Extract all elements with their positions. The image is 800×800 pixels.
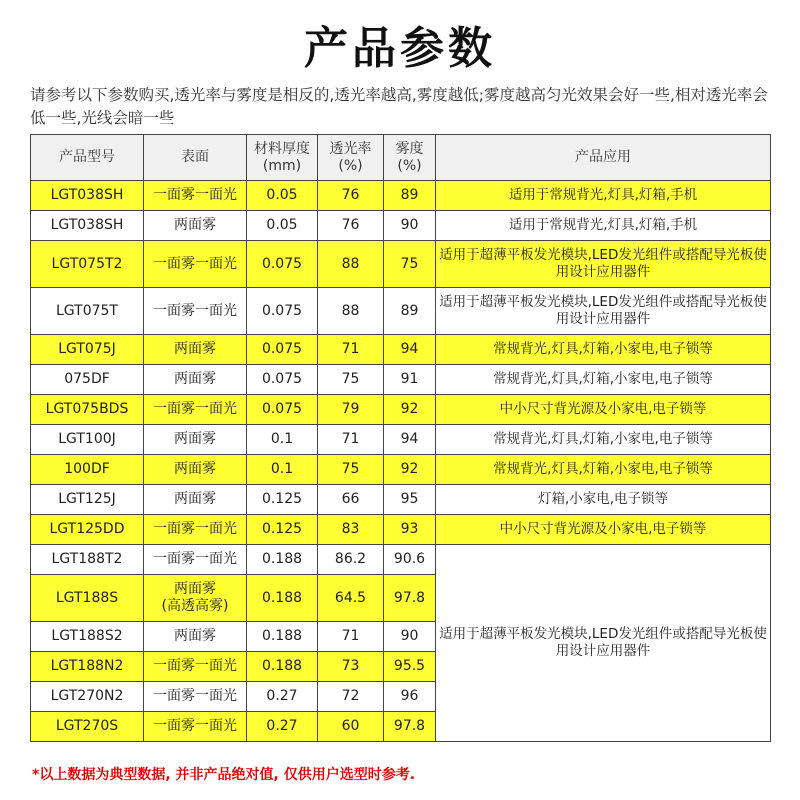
cell-haze: 92 [384,455,436,485]
cell-thickness: 0.05 [247,181,318,211]
cell-surface [144,455,247,485]
surface-line: 一面雾一面光 [153,401,237,417]
cell-transmittance: 73 [318,652,384,682]
cell-haze: 90.6 [384,545,436,575]
surface-line: 一面雾一面光 [153,255,237,272]
cell-model: LGT125J [31,485,144,515]
cell-haze: 95 [384,485,436,515]
cell-model: LGT038SH [31,211,144,241]
cell-thickness: 0.188 [247,622,318,652]
cell-thickness: 0.125 [247,515,318,545]
surface-line: 两面雾 [174,217,216,233]
cell-application: 适用于超薄平板发光模块,LED发光组件或搭配导光板使用设计应用器件 [436,288,771,335]
cell-haze: 97.8 [384,575,436,622]
surface-line: 两面雾 [174,581,216,597]
cell-surface [144,181,247,211]
cell-surface [144,712,247,742]
cell-model: LGT125DD [31,515,144,545]
cell-surface [144,335,247,365]
surface-line: 一面雾一面光 [153,302,237,319]
table-row [31,515,771,545]
cell-haze: 94 [384,335,436,365]
cell-model: LGT188S [31,575,144,622]
header-haze: 雾度 (%) [384,135,436,181]
table-row [31,288,771,335]
surface-line: 一面雾一面光 [153,658,237,674]
cell-thickness: 0.075 [247,241,318,288]
header-thickness: 材料厚度 (mm) [247,135,318,181]
surface-line: 两面雾 [174,341,216,357]
cell-model: 075DF [31,365,144,395]
cell-surface [144,288,247,335]
cell-surface [144,211,247,241]
cell-transmittance: 71 [318,425,384,455]
cell-transmittance: 86.2 [318,545,384,575]
cell-model: LGT075J [31,335,144,365]
cell-transmittance: 71 [318,622,384,652]
cell-surface [144,575,247,622]
cell-thickness: 0.075 [247,335,318,365]
cell-transmittance: 79 [318,395,384,425]
cell-thickness: 0.1 [247,455,318,485]
cell-model: LGT075T2 [31,241,144,288]
parameter-table [30,134,771,742]
cell-model: LGT075T [31,288,144,335]
cell-transmittance: 76 [318,211,384,241]
cell-haze: 91 [384,365,436,395]
cell-haze: 90 [384,211,436,241]
surface-line: 一面雾一面光 [153,187,237,203]
table-row [31,455,771,485]
cell-haze: 97.8 [384,712,436,742]
cell-application: 适用于常规背光,灯具,灯箱,手机 [436,211,771,241]
table-body [31,181,771,742]
cell-surface [144,395,247,425]
cell-transmittance: 64.5 [318,575,384,622]
intro-text: 请参考以下参数购买,透光率与雾度是相反的,透光率越高,雾度越低;雾度越高匀光效果会好一些,相对透光率会低一些,光线会暗一些 [30,86,768,127]
cell-haze: 95.5 [384,652,436,682]
cell-haze: 94 [384,425,436,455]
cell-surface [144,365,247,395]
cell-haze: 89 [384,181,436,211]
surface-line: 一面雾一面光 [153,718,237,734]
table-row [31,211,771,241]
cell-thickness: 0.125 [247,485,318,515]
cell-haze: 96 [384,682,436,712]
cell-application: 常规背光,灯具,灯箱,小家电,电子锁等 [436,335,771,365]
cell-transmittance: 71 [318,335,384,365]
cell-surface [144,622,247,652]
cell-transmittance: 83 [318,515,384,545]
surface-line: (高透高雾) [161,598,229,614]
disclaimer-note: *以上数据为典型数据, 并非产品绝对值, 仅供用户选型时参考. [32,767,416,783]
header-application: 产品应用 [436,135,771,181]
surface-line: 一面雾一面光 [153,521,237,537]
cell-model: LGT038SH [31,181,144,211]
cell-thickness: 0.188 [247,652,318,682]
cell-application: 中小尺寸背光源及小家电,电子锁等 [436,395,771,425]
cell-model: LGT188N2 [31,652,144,682]
cell-surface [144,485,247,515]
cell-transmittance: 72 [318,682,384,712]
cell-transmittance: 75 [318,455,384,485]
cell-application: 灯箱,小家电,电子锁等 [436,485,771,515]
cell-application: 适用于常规背光,灯具,灯箱,手机 [436,181,771,211]
cell-model: LGT188S2 [31,622,144,652]
cell-thickness: 0.188 [247,575,318,622]
cell-surface [144,682,247,712]
header-transmittance: 透光率 (%) [318,135,384,181]
table-row [31,241,771,288]
table-row [31,485,771,515]
table-row [31,365,771,395]
header-model: 产品型号 [31,135,144,181]
cell-surface [144,425,247,455]
cell-model: LGT270N2 [31,682,144,712]
cell-transmittance: 75 [318,365,384,395]
cell-surface [144,515,247,545]
cell-surface [144,652,247,682]
table-row [31,395,771,425]
cell-transmittance: 66 [318,485,384,515]
surface-line: 两面雾 [174,371,216,387]
cell-application: 常规背光,灯具,灯箱,小家电,电子锁等 [436,455,771,485]
cell-thickness: 0.075 [247,395,318,425]
cell-model: LGT188T2 [31,545,144,575]
cell-surface [144,241,247,288]
cell-thickness: 0.075 [247,288,318,335]
cell-haze: 90 [384,622,436,652]
cell-haze: 92 [384,395,436,425]
table-row [31,181,771,211]
cell-model: LGT270S [31,712,144,742]
header-surface: 表面 [144,135,247,181]
surface-line: 两面雾 [174,461,216,477]
cell-surface [144,545,247,575]
cell-model: LGT075BDS [31,395,144,425]
table-row [31,425,771,455]
cell-haze: 89 [384,288,436,335]
cell-thickness: 0.27 [247,682,318,712]
cell-thickness: 0.1 [247,425,318,455]
cell-application: 适用于超薄平板发光模块,LED发光组件或搭配导光板使用设计应用器件 [436,241,771,288]
table-row [31,335,771,365]
cell-application: 常规背光,灯具,灯箱,小家电,电子锁等 [436,425,771,455]
cell-application: 常规背光,灯具,灯箱,小家电,电子锁等 [436,365,771,395]
cell-thickness: 0.27 [247,712,318,742]
cell-transmittance: 88 [318,288,384,335]
cell-transmittance: 88 [318,241,384,288]
cell-thickness: 0.188 [247,545,318,575]
cell-haze: 75 [384,241,436,288]
table-row [31,545,771,575]
cell-thickness: 0.075 [247,365,318,395]
cell-model: LGT100J [31,425,144,455]
cell-transmittance: 60 [318,712,384,742]
cell-haze: 93 [384,515,436,545]
cell-application-merged: 适用于超薄平板发光模块,LED发光组件或搭配导光板使用设计应用器件 [436,545,771,742]
cell-thickness: 0.05 [247,211,318,241]
table-header-row [31,135,771,181]
surface-line: 两面雾 [174,431,216,447]
surface-line: 一面雾一面光 [153,551,237,567]
cell-model: 100DF [31,455,144,485]
page-title: 产品参数 [304,23,496,74]
cell-application: 中小尺寸背光源及小家电,电子锁等 [436,515,771,545]
surface-line: 两面雾 [174,491,216,507]
surface-line: 一面雾一面光 [153,688,237,704]
surface-line: 两面雾 [174,628,216,644]
cell-transmittance: 76 [318,181,384,211]
